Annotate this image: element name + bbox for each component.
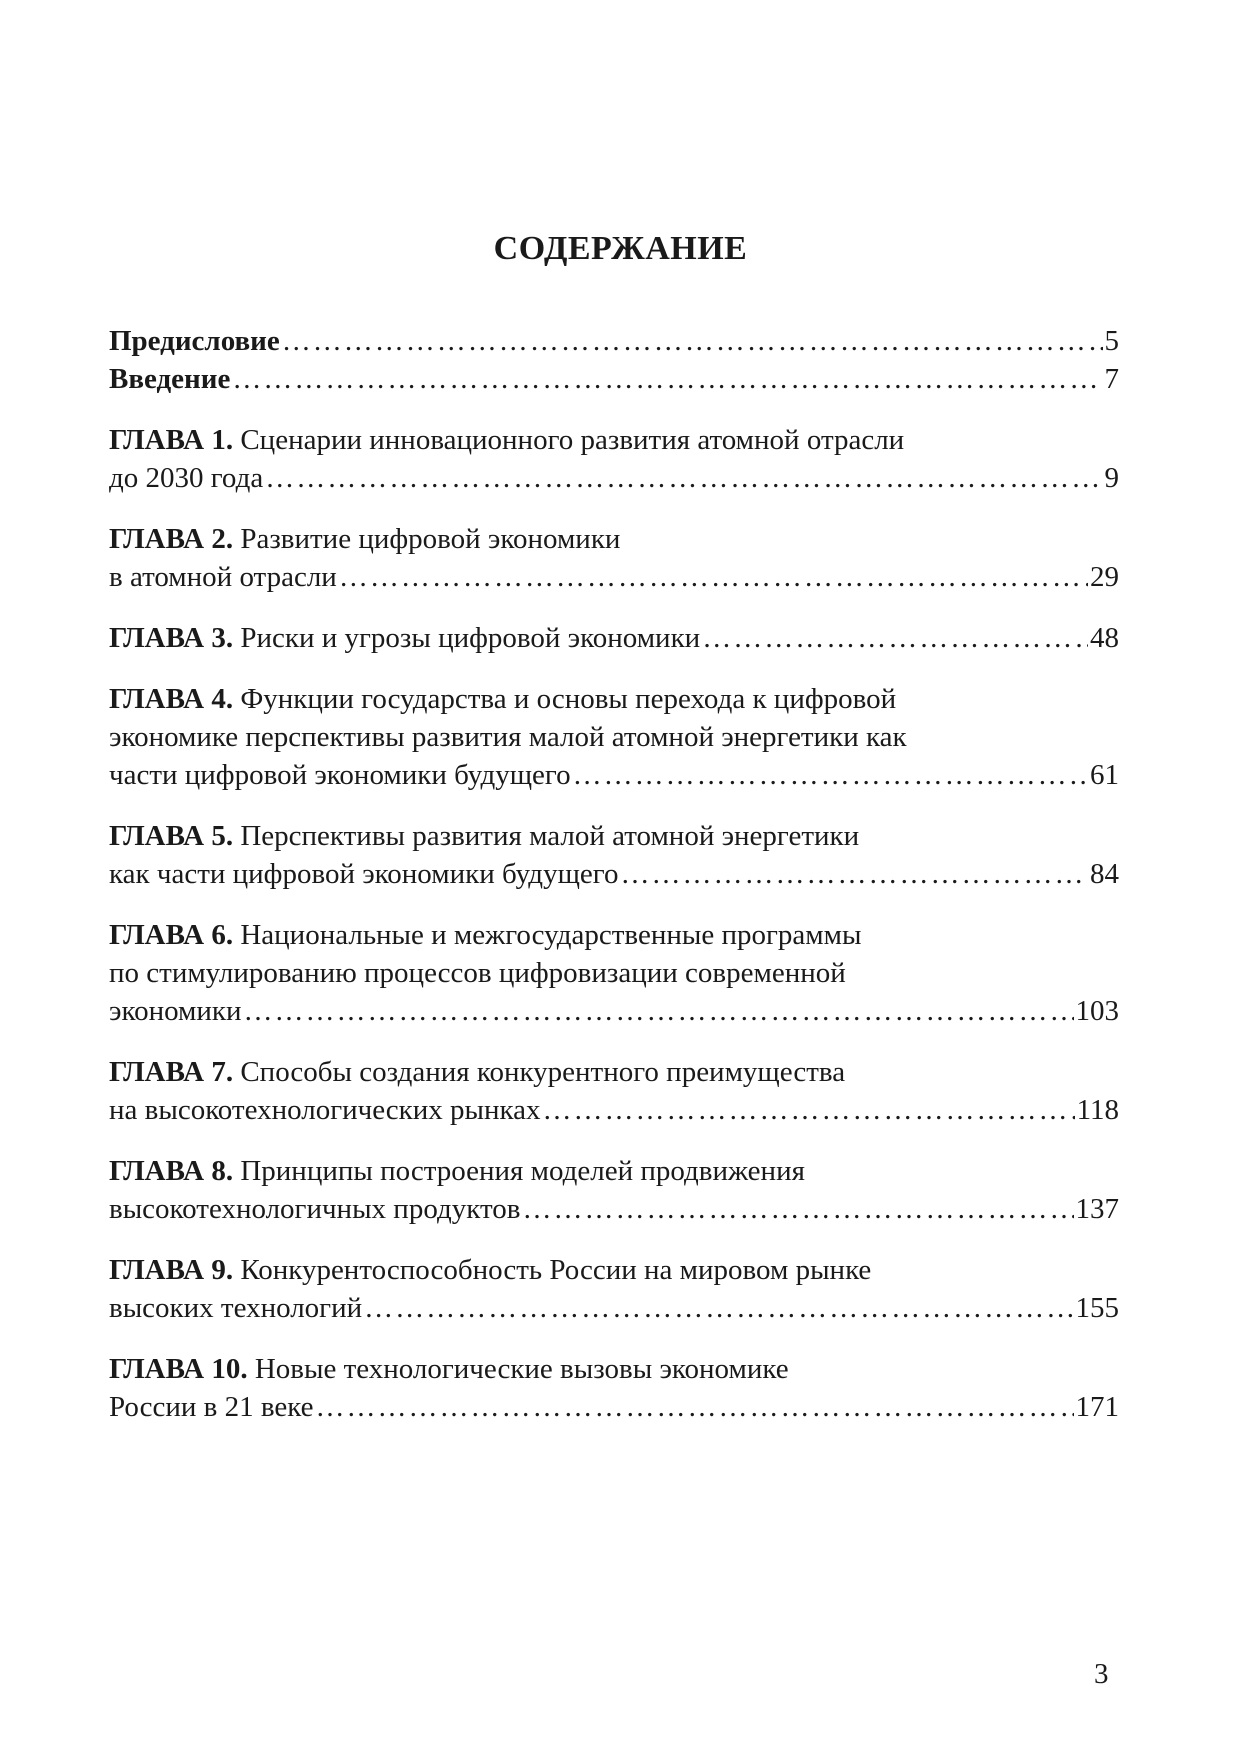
chapter-title-line: Перспективы развития малой атомной энергетики: [240, 820, 860, 852]
chapter-label: ГЛАВА 7.: [109, 1056, 234, 1088]
chapter-label: ГЛАВА 2.: [109, 523, 234, 555]
chapter-label: ГЛАВА 8.: [109, 1155, 234, 1187]
chapter-title-line: Функции государства и основы перехода к цифровой: [240, 683, 897, 715]
chapter-title-line: Новые технологические вызовы экономике: [254, 1353, 789, 1385]
chapter-title-line: экономики: [109, 995, 242, 1027]
chapter-title-line: высоких технологий: [109, 1292, 363, 1324]
chapter-title-line: по стимулированию процессов цифровизации современной: [109, 957, 846, 989]
toc-entry-chapter-9[interactable]: [109, 1251, 1119, 1327]
table-of-contents: [109, 322, 1119, 1426]
toc-page-number: 48: [1090, 622, 1119, 654]
toc-page-number: 171: [1075, 1391, 1119, 1423]
chapter-title-line: в атомной отрасли: [109, 561, 337, 593]
toc-entry-chapter-2[interactable]: [109, 520, 1119, 596]
toc-entry-chapter-7[interactable]: [109, 1053, 1119, 1129]
toc-entry-chapter-6[interactable]: [109, 916, 1119, 1030]
toc-entry-chapter-4[interactable]: [109, 680, 1119, 794]
leader-dots: [702, 619, 1088, 657]
toc-entry-label: Введение: [109, 363, 231, 395]
leader-dots: [339, 558, 1088, 596]
toc-page-number: 29: [1090, 561, 1119, 593]
chapter-title-line: части цифровой экономики будущего: [109, 759, 571, 791]
toc-page-number: 118: [1076, 1094, 1119, 1126]
leader-dots: [543, 1091, 1075, 1129]
chapter-label: ГЛАВА 3.: [109, 622, 234, 654]
leader-dots: [265, 459, 1102, 497]
toc-page-number: 103: [1075, 995, 1119, 1027]
chapter-title-line: Национальные и межгосударственные программы: [240, 919, 862, 951]
toc-entry-label: Предисловие: [109, 325, 280, 357]
toc-entry-chapter-3[interactable]: [109, 619, 1119, 657]
toc-page-number: 84: [1090, 858, 1119, 890]
chapter-title-line: Риски и угрозы цифровой экономики: [240, 622, 701, 654]
chapter-label: ГЛАВА 9.: [109, 1254, 234, 1286]
leader-dots: [522, 1190, 1073, 1228]
toc-entry-chapter-8[interactable]: [109, 1152, 1119, 1228]
toc-entry-chapter-5[interactable]: [109, 817, 1119, 893]
chapter-title-line: на высокотехнологических рынках: [109, 1094, 541, 1126]
leader-dots: [244, 992, 1074, 1030]
chapter-title-line: как части цифровой экономики будущего: [109, 858, 619, 890]
toc-page-number: 7: [1104, 363, 1119, 395]
toc-page-number: 137: [1075, 1193, 1119, 1225]
page-number: 3: [1094, 1658, 1109, 1690]
chapter-title-line: Способы создания конкурентного преимущества: [240, 1056, 846, 1088]
chapter-label: ГЛАВА 10.: [109, 1353, 248, 1385]
toc-entry-introduction[interactable]: [109, 360, 1119, 398]
toc-page-number: 61: [1090, 759, 1119, 791]
chapter-label: ГЛАВА 6.: [109, 919, 234, 951]
leader-dots: [573, 756, 1088, 794]
leader-dots: [620, 855, 1088, 893]
toc-entry-preface[interactable]: [109, 322, 1119, 360]
leader-dots: [364, 1289, 1073, 1327]
chapter-title-line: Развитие цифровой экономики: [240, 523, 621, 555]
toc-page-number: 155: [1075, 1292, 1119, 1324]
chapter-title-line: Сценарии инновационного развития атомной отрасли: [240, 424, 905, 456]
chapter-title-line: до 2030 года: [109, 462, 264, 494]
chapter-title-line: высокотехнологичных продуктов: [109, 1193, 521, 1225]
chapter-title-line: Принципы построения моделей продвижения: [240, 1155, 805, 1187]
chapter-title-line: России в 21 веке: [109, 1391, 314, 1423]
chapter-label: ГЛАВА 5.: [109, 820, 234, 852]
toc-page-number: 9: [1104, 462, 1119, 494]
toc-entry-chapter-10[interactable]: [109, 1350, 1119, 1426]
leader-dots: [282, 322, 1103, 360]
chapter-title-line: экономике перспективы развития малой атомной энергетики как: [109, 721, 907, 753]
leader-dots: [232, 360, 1102, 398]
page-title: СОДЕРЖАНИЕ: [493, 230, 748, 267]
chapter-label: ГЛАВА 4.: [109, 683, 234, 715]
chapter-title-line: Конкурентоспособность России на мировом рынке: [240, 1254, 872, 1286]
toc-entry-chapter-1[interactable]: [109, 421, 1119, 497]
leader-dots: [316, 1388, 1074, 1426]
chapter-label: ГЛАВА 1.: [109, 424, 234, 456]
toc-page-number: 5: [1104, 325, 1119, 357]
